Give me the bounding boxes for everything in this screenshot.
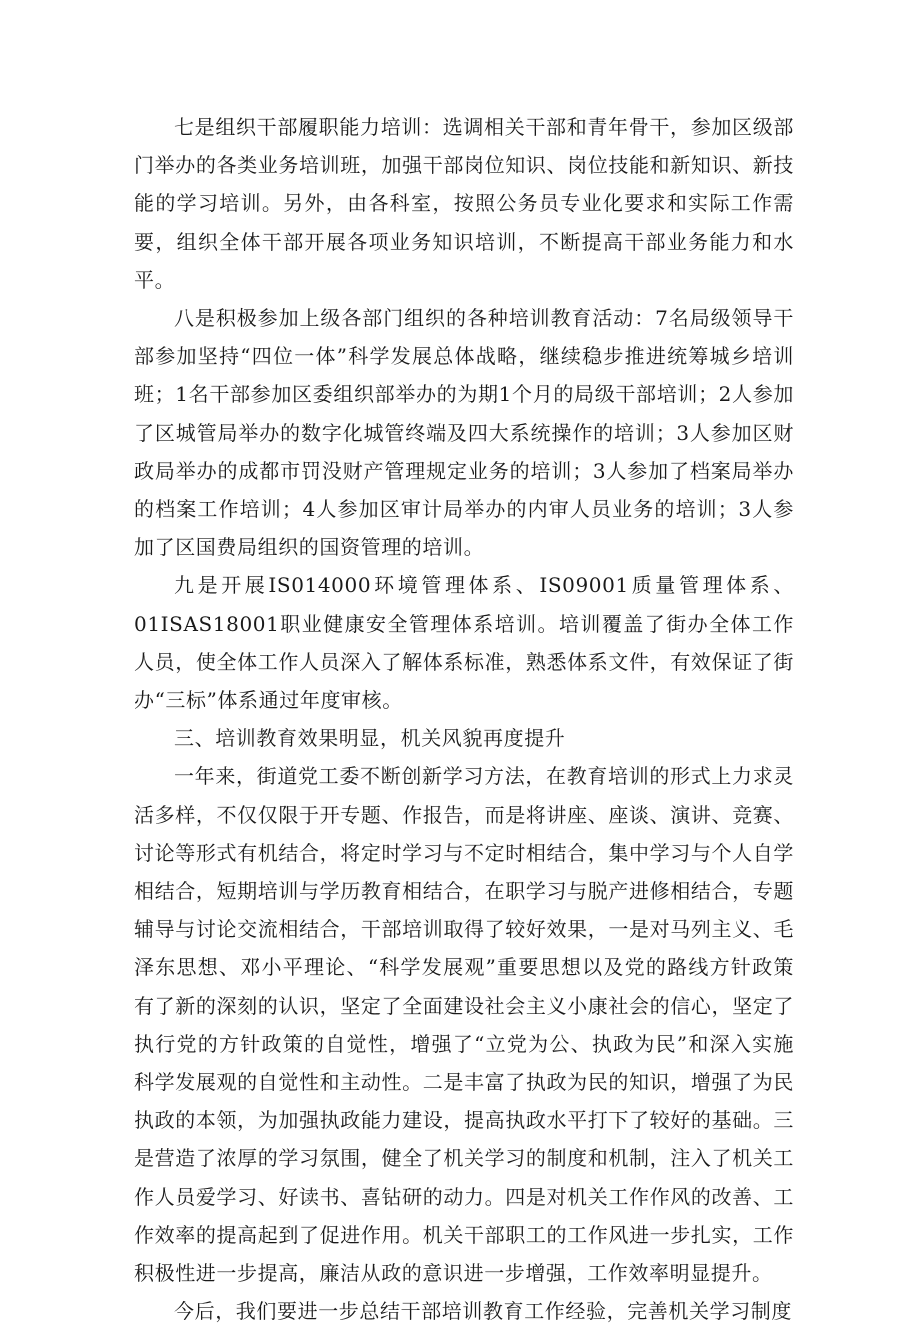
paragraph-seven: 七是组织干部履职能力培训：选调相关干部和青年骨干，参加区级部门举办的各类业务培训班，加强干部岗位知识、岗位技能和新知识、新技能的学习培训。另外，由各科室，按照公务员专业化要求和实际工作需要，组织全体干部开展各项业务知识培训，不断提高干部业务能力和水平。: [134, 115, 794, 292]
paragraph-future: 今后，我们要进一步总结干部培训教育工作经验，完善机关学习制度: [174, 1299, 792, 1324]
section-heading-three: 三、培训教育效果明显，机关风貌再度提升: [174, 726, 566, 751]
paragraph-eight: 八是积极参加上级各部门组织的各种培训教育活动：7名局级领导干部参加坚持“四位一体”科学发展总体战略，继续稳步推进统筹城乡培训班；1名干部参加区委组织部举办的为期1个月的局级干部培训；2人参加了区城管局举办的数字化城管终端及四大系统操作的培训；3人参加区财政局举办的成都市罚没财产管理规定业务的培训；3人参加了档案局举办的档案工作培训；4人参加区审计局举办的内审人员业务的培训；3人参加了区国费局组织的国资管理的培训。: [134, 306, 794, 560]
document-body: [134, 108, 794, 1331]
paragraph-nine: 九是开展IS014000环境管理体系、IS09001质量管理体系、01ISAS18001职业健康安全管理体系培训。培训覆盖了街办全体工作人员，使全体工作人员深入了解体系标准，熟悉体系文件，有效保证了街办“三标”体系通过年度审核。: [134, 573, 794, 713]
paragraph-effects: 一年来，街道党工委不断创新学习方法，在教育培训的形式上力求灵活多样，不仅仅限于开专题、作报告，而是将讲座、座谈、演讲、竞赛、讨论等形式有机结合，将定时学习与不定时相结合，集中学习与个人自学相结合，短期培训与学历教育相结合，在职学习与脱产进修相结合，专题辅导与讨论交流相结合，干部培训取得了较好效果，一是对马列主义、毛泽东思想、邓小平理论、“科学发展观”重要思想以及党的路线方针政策有了新的深刻的认识，坚定了全面建设社会主义小康社会的信心，坚定了执行党的方针政策的自觉性，增强了“立党为公、执政为民”和深入实施科学发展观的自觉性和主动性。二是丰富了执政为民的知识，增强了为民执政的本领，为加强执政能力建设，提高执政水平打下了较好的基础。三是营造了浓厚的学习氛围，健全了机关学习的制度和机制，注入了机关工作人员爱学习、好读书、喜钻研的动力。四是对机关工作作风的改善、工作效率的提高起到了促进作用。机关干部职工的工作风进一步扎实，工作积极性进一步提高，廉洁从政的意识进一步增强，工作效率明显提升。: [134, 764, 794, 1286]
